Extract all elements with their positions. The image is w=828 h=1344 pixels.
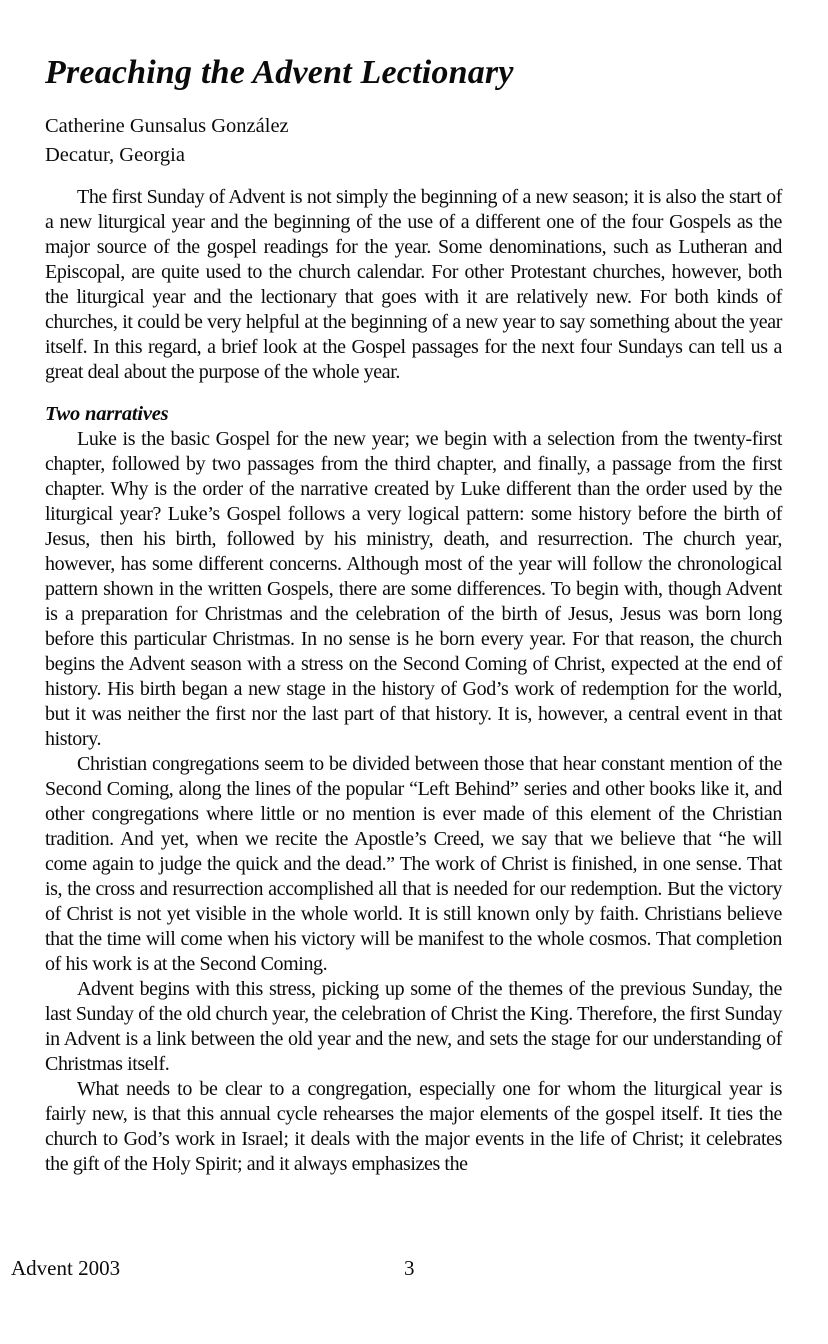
author-name: Catherine Gunsalus González <box>45 115 289 137</box>
section-heading: Two narratives <box>45 403 169 425</box>
section-paragraph-1: Luke is the basic Gospel for the new year; we begin with a selection from the twenty-first chapter, followed by two passages from the third chapter, and finally, a passage from the first chapter. Why is the order of the narrative created by Luke different than the order used by the liturgical year? Luke’s Gospel follows a very logical pattern: some history before the birth of Jesus, then his birth, followed by his ministry, death, and resurrection. The church year, however, has some different concerns. Although most of the year will follow the chronological pattern shown in the written Gospels, there are some differences. To begin with, though Advent is a preparation for Christmas and the celebration of the birth of Jesus, Jesus was born long before this particular Christmas. In no sense is he born every year. For that reason, the church begins the Advent season with a stress on the Second Coming of Christ, expected at the end of history. His birth began a new stage in the history of God’s work of redemption for the world, but it was neither the first nor the last part of that history. It is, however, a central event in that history. <box>45 428 782 750</box>
page-footer <box>11 1256 817 1281</box>
section-paragraph-2: Christian congregations seem to be divided between those that hear constant mention of the Second Coming, along the lines of the popular “Left Behind” series and other books like it, and other congregations where little or no mention is ever made of this element of the Christian tradition. And yet, when we recite the Apostle’s Creed, we say that we believe that “he will come again to judge the quick and the dead.” The work of Christ is finished, in one sense. That is, the cross and resurrection accomplished all that is needed for our redemption. But the victory of Christ is not yet visible in the whole world. It is still known only by faith. Christians believe that the time will come when his victory will be manifest to the whole cosmos. That completion of his work is at the Second Coming. <box>45 753 782 975</box>
intro-paragraph: The first Sunday of Advent is not simply the beginning of a new season; it is also the start of a new liturgical year and the beginning of the use of a different one of the four Gospels as the major source of the gospel readings for the year. Some denominations, such as Lutheran and Episcopal, are quite used to the church calendar. For other Protestant churches, however, both the liturgical year and the lectionary that goes with it are relatively new. For both kinds of churches, it could be very helpful at the beginning of a new year to say something about the year itself. In this regard, a brief look at the Gospel passages for the next four Sundays can tell us a great deal about the purpose of the whole year. <box>45 186 782 383</box>
article-title: Preaching the Advent Lectionary <box>45 54 514 91</box>
issue-label: Advent 2003 <box>11 1256 121 1280</box>
section-paragraph-4: What needs to be clear to a congregation, especially one for whom the liturgical year is fairly new, is that this annual cycle rehearses the major elements of the gospel itself. It ties the church to God’s work in Israel; it deals with the major events in the life of Christ; it celebrates the gift of the Holy Spirit; and it always emphasizes the <box>45 1078 782 1175</box>
section-paragraph-3: Advent begins with this stress, picking up some of the themes of the previous Sunday, the last Sunday of the old church year, the celebration of Christ the King. Therefore, the first Sunday in Advent is a link between the old year and the new, and sets the stage for our understanding of Christmas itself. <box>45 978 782 1075</box>
page-number: 3 <box>404 1256 415 1280</box>
article-body <box>45 185 782 1177</box>
author-location: Decatur, Georgia <box>45 144 185 166</box>
author-block <box>45 112 289 170</box>
